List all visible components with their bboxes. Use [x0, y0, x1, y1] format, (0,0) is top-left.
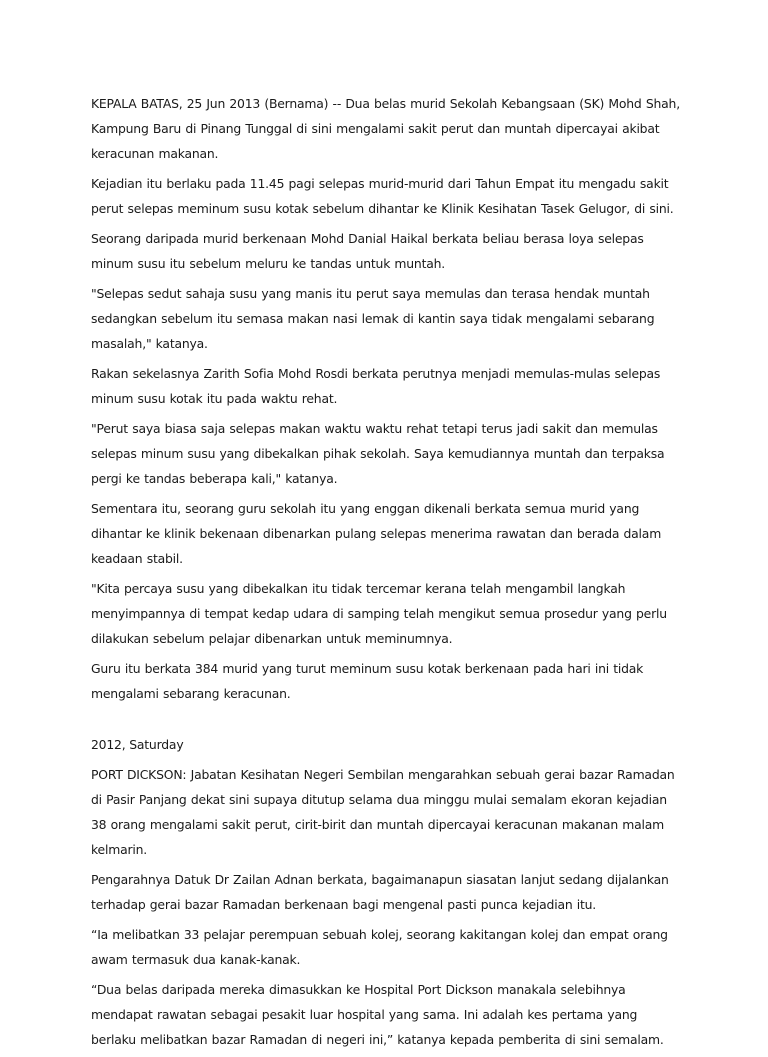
- paragraph: "Perut saya biasa saja selepas makan waktu waktu rehat tetapi terus jadi sakit dan memulas selepas minum susu yang dibekalkan pihak sekolah. Saya kemudiannya muntah dan terpaksa pergi ke tandas beberapa kali," katanya.: [91, 421, 665, 486]
- paragraph: KEPALA BATAS, 25 Jun 2013 (Bernama) -- Dua belas murid Sekolah Kebangsaan (SK) Mohd Shah, Kampung Baru di Pinang Tunggal di sini mengalami sakit perut dan muntah dipercayai akibat keracunan makanan.: [91, 96, 680, 161]
- paragraph: "Kita percaya susu yang dibekalkan itu tidak tercemar kerana telah mengambil langkah menyimpannya di tempat kedap udara di samping telah mengikut semua prosedur yang perlu dilakukan sebelum pelajar dibenarkan untuk meminumnya.: [91, 581, 667, 646]
- paragraph: Kejadian itu berlaku pada 11.45 pagi selepas murid-murid dari Tahun Empat itu mengadu sakit perut selepas meminum susu kotak sebelum dihantar ke Klinik Kesihatan Tasek Gelugor, di sini.: [91, 176, 674, 216]
- document-body: [91, 91, 681, 1057]
- paragraph: Seorang daripada murid berkenaan Mohd Danial Haikal berkata beliau berasa loya selepas minum susu itu sebelum meluru ke tandas untuk muntah.: [91, 231, 644, 271]
- article-spacer: [91, 711, 681, 732]
- paragraph: “Dua belas daripada mereka dimasukkan ke Hospital Port Dickson manakala selebihnya mendapat rawatan sebagai pesakit luar hospital yang sama. Ini adalah kes pertama yang berlaku melibatkan bazar Ramadan di negeri ini,” katanya kepada pemberita di sini semalam.: [91, 982, 664, 1047]
- paragraph: Sementara itu, seorang guru sekolah itu yang enggan dikenali berkata semua murid yang dihantar ke klinik bekenaan dibenarkan pulang selepas menerima rawatan dan berada dalam keadaan stabil.: [91, 501, 662, 566]
- paragraph: Rakan sekelasnya Zarith Sofia Mohd Rosdi berkata perutnya menjadi memulas-mulas selepas minum susu kotak itu pada waktu rehat.: [91, 366, 661, 406]
- article-date: 2012, Saturday: [91, 737, 184, 752]
- paragraph: PORT DICKSON: Jabatan Kesihatan Negeri Sembilan mengarahkan sebuah gerai bazar Ramadan di Pasir Panjang dekat sini supaya ditutup selama dua minggu mulai semalam ekoran kejadian 38 orang mengalami sakit perut, cirit-birit dan muntah dipercayai keracunan makanan malam kelmarin.: [91, 767, 675, 857]
- paragraph: "Selepas sedut sahaja susu yang manis itu perut saya memulas dan terasa hendak muntah sedangkan sebelum itu semasa makan nasi lemak di kantin saya tidak mengalami sebarang masalah," katanya.: [91, 286, 655, 351]
- paragraph: Guru itu berkata 384 murid yang turut meminum susu kotak berkenaan pada hari ini tidak mengalami sebarang keracunan.: [91, 661, 644, 701]
- paragraph: Pengarahnya Datuk Dr Zailan Adnan berkata, bagaimanapun siasatan lanjut sedang dijalankan terhadap gerai bazar Ramadan berkenaan bagi mengenal pasti punca kejadian itu.: [91, 872, 669, 912]
- article-kepala-batas: [91, 91, 681, 706]
- paragraph: “Ia melibatkan 33 pelajar perempuan sebuah kolej, seorang kakitangan kolej dan empat orang awam termasuk dua kanak-kanak.: [91, 927, 668, 967]
- article-port-dickson: [91, 732, 681, 1052]
